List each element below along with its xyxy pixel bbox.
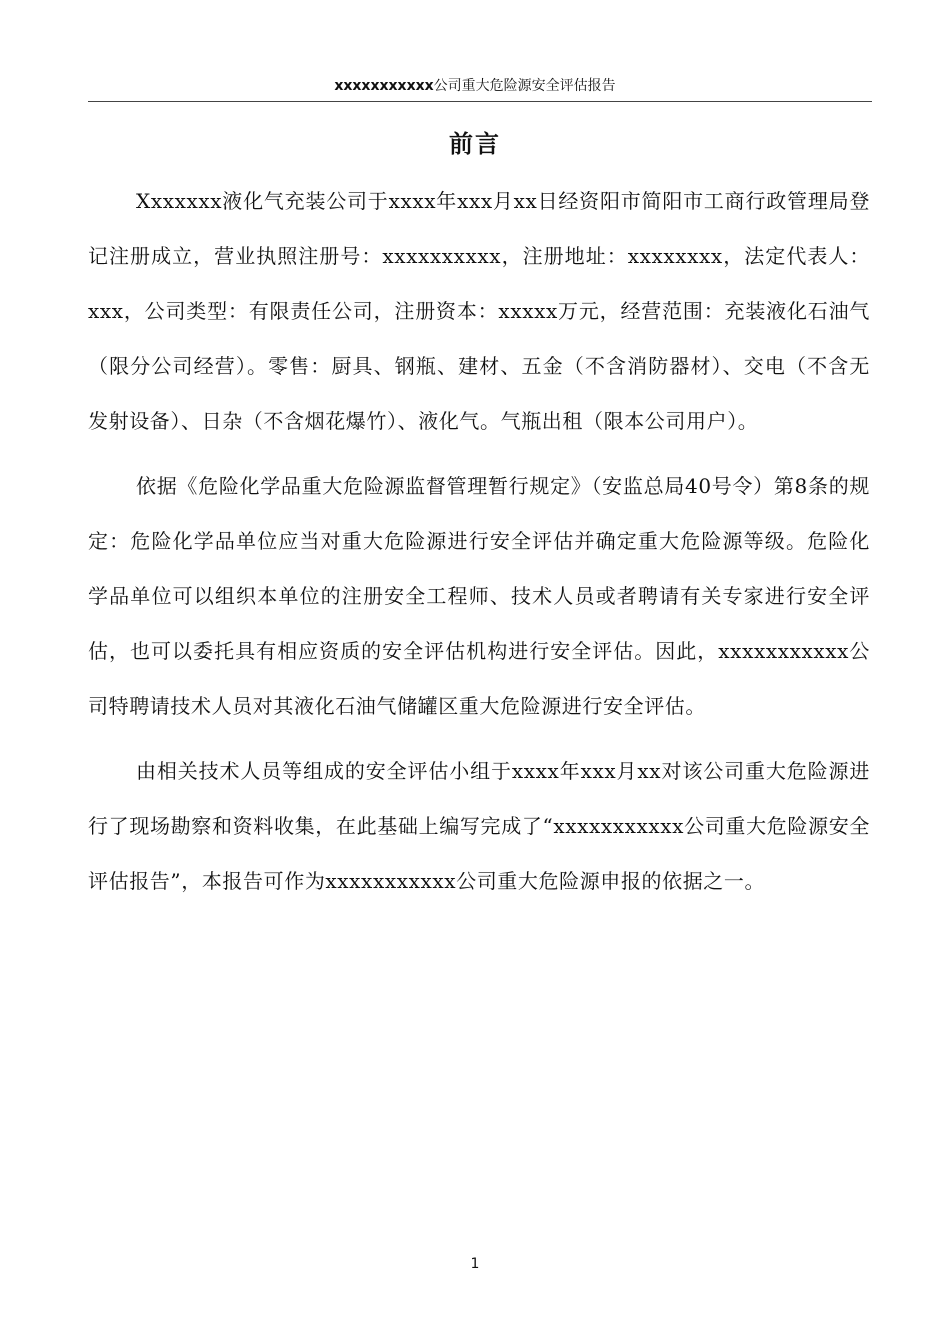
paragraph-regulation-basis: 依据《危险化学品重大危险源监督管理暂行规定》（安监总局40号令）第8条的规定：危险化学品单位应当对重大危险源进行安全评估并确定重大危险源等级。危险化学品单位可以组织本单位的注册安全工程师、技术人员或者聘请有关专家进行安全评估，也可以委托具有相应资质的安全评估机构进行安全评估。因此，xxxxxxxxxxx公司特聘请技术人员对其液化石油气储罐区重大危险源进行安全评估。: [88, 474, 870, 718]
paragraph-company-profile: Xxxxxxx液化气充装公司于xxxx年xxx月xx日经资阳市简阳市工商行政管理局登记注册成立，营业执照注册号：xxxxxxxxxx，注册地址：xxxxxxxx，法定代表人：xxx，公司类型：有限责任公司，注册资本：xxxxx万元，经营范围：充装液化石油气（限分公司经营）。零售：厨具、钢瓶、建材、五金（不含消防器材）、交电（不含无发射设备）、日杂（不含烟花爆竹）、液化气。气瓶出租（限本公司用户）。: [88, 189, 870, 433]
running-header: [0, 76, 950, 96]
page-title: 前言: [449, 130, 501, 158]
body-text: [88, 174, 870, 909]
header-company-placeholder: xxxxxxxxxxx: [334, 78, 434, 94]
paragraph-assessment-process: 由相关技术人员等组成的安全评估小组于xxxx年xxx月xx对该公司重大危险源进行了现场勘察和资料收集，在此基础上编写完成了“xxxxxxxxxxx公司重大危险源安全评估报告”，本报告可作为xxxxxxxxxxx公司重大危险源申报的依据之一。: [88, 759, 870, 893]
header-divider: [88, 101, 872, 102]
page-number: 1: [470, 1256, 480, 1272]
header-report-title: 公司重大危险源安全评估报告: [433, 78, 616, 94]
